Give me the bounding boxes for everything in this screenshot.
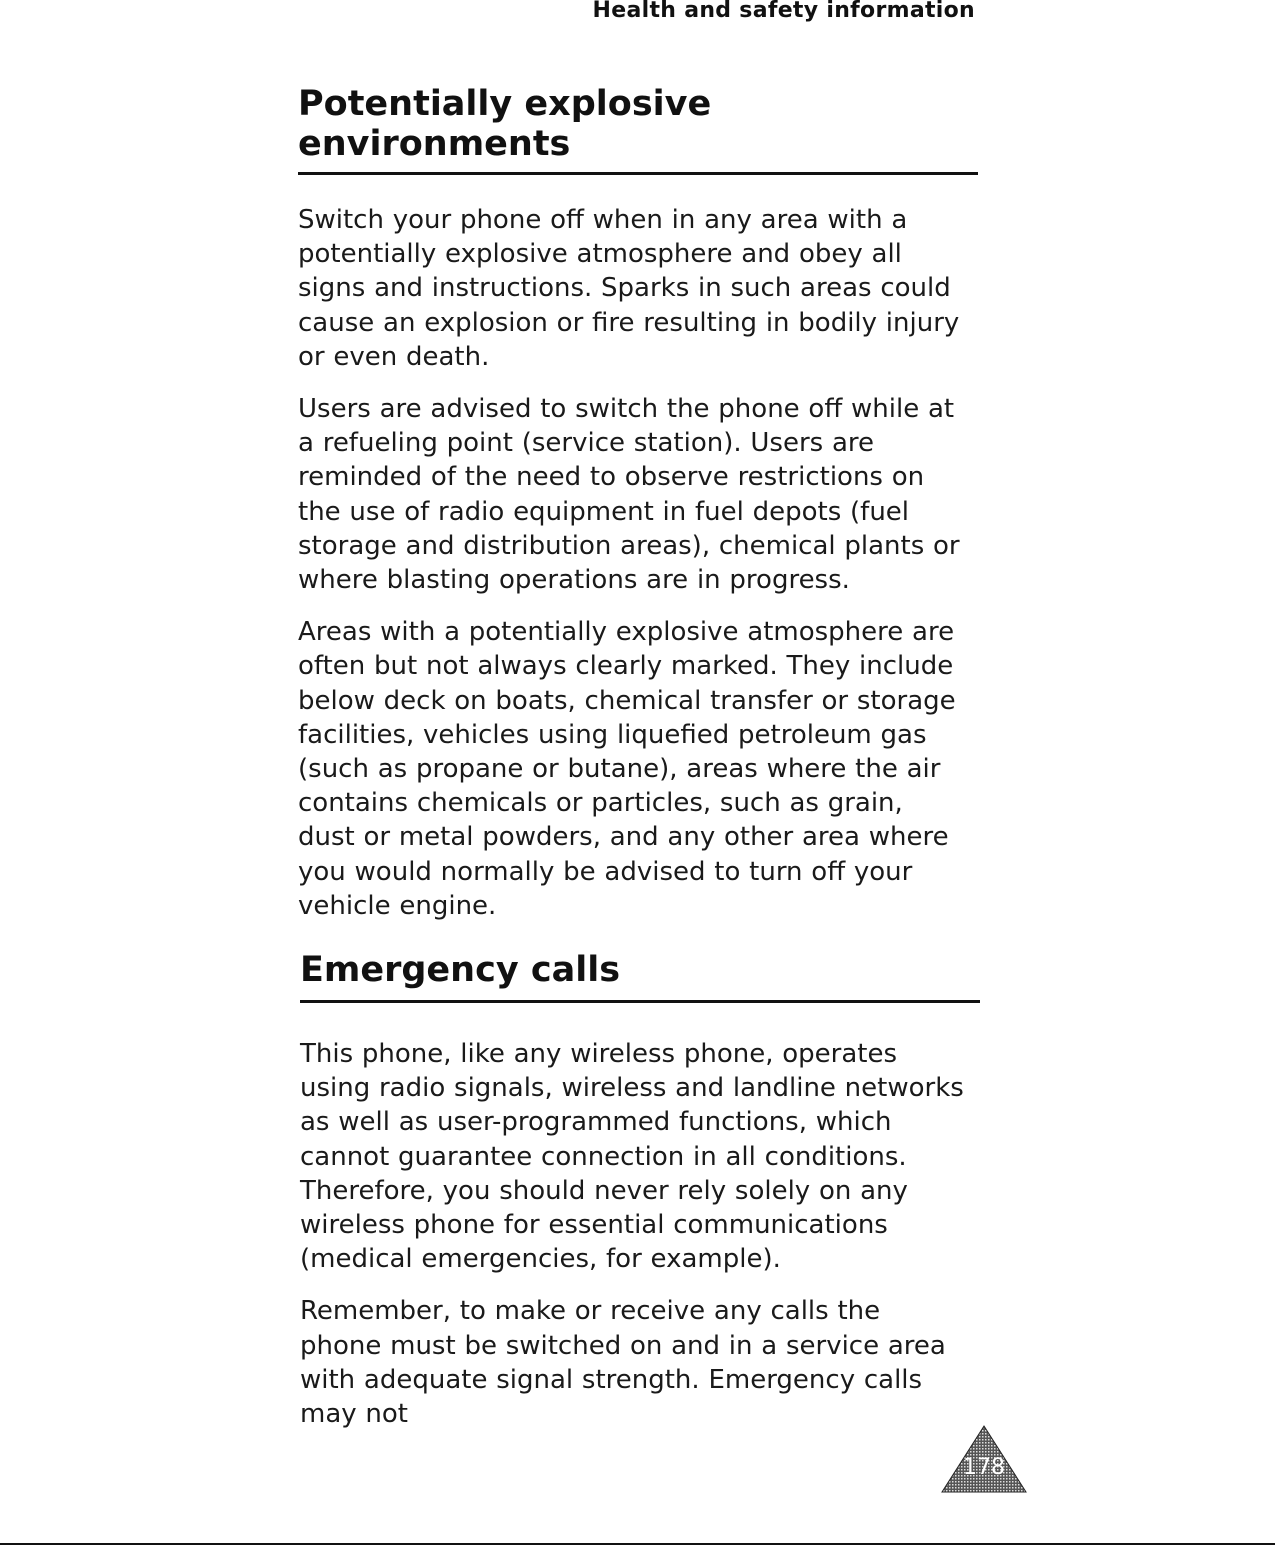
paragraph: This phone, like any wireless phone, operates using radio signals, wireless and landline networks as well as user-programmed functions, which cannot guarantee connection in all conditions. Therefore, you should never rely solely on any wireless phone for essential communications (medical emergencies, for example). — [300, 1039, 964, 1275]
paragraph: Switch your phone off when in any area with a potentially explosive atmosphere and obey all signs and instructions. Sparks in such areas could cause an explosion or fire resulting in bodily injury or even death. — [298, 205, 960, 372]
section-title: Emergency calls — [300, 950, 980, 1003]
bottom-rule — [0, 1543, 1275, 1545]
section-emergency-calls — [300, 950, 980, 1449]
section-explosive-environments — [298, 84, 978, 941]
section-title: Potentially explosive environments — [298, 84, 978, 175]
paragraph: Areas with a potentially explosive atmosphere are often but not always clearly marked. They include below deck on boats, chemical transfer or storage facilities, vehicles using liquefied petroleum gas (such as propane or butane), areas where the air contains chemicals or particles, such as grain, dust or metal powders, and any other area where you would normally be advised to turn off your vehicle engine. — [298, 617, 956, 921]
page-number: 178 — [963, 1455, 1005, 1480]
paragraph: Users are advised to switch the phone off while at a refueling point (service station). Users are reminded of the need to observe restrictions on the use of radio equipment in fuel depots (fuel storage and distribution areas), chemical plants or where blasting operations are in progress. — [298, 394, 960, 596]
section-body — [300, 1037, 980, 1431]
section-body — [298, 203, 978, 923]
running-header: Health and safety information — [592, 0, 975, 23]
paragraph: Remember, to make or receive any calls the phone must be switched on and in a service area with adequate signal strength. Emergency calls may not — [300, 1296, 946, 1430]
